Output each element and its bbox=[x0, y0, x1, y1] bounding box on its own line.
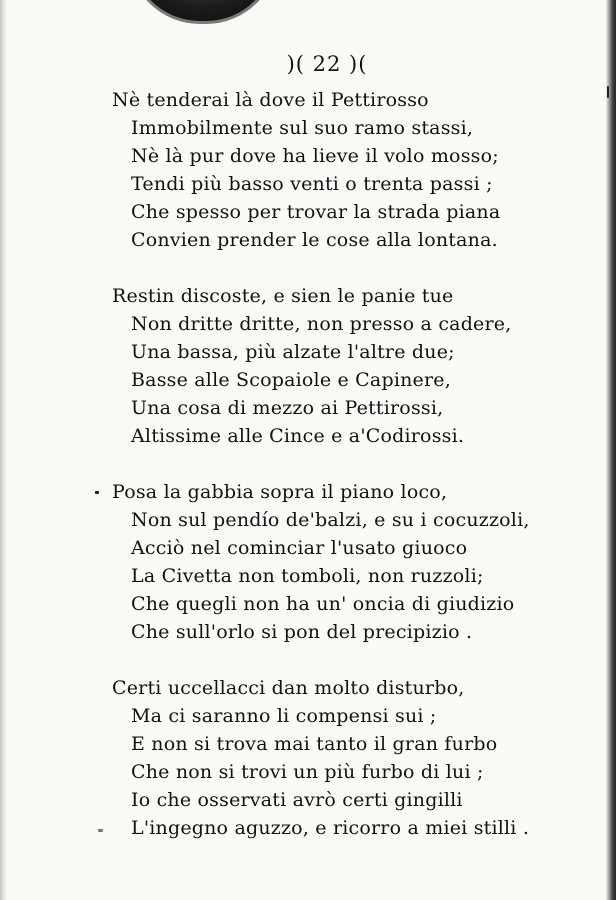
verse-line: Una bassa, più alzate l'altre due; bbox=[131, 341, 455, 363]
verse-line: Nè tenderai là dove il Pettirosso bbox=[112, 89, 429, 111]
verse-line: Che sull'orlo si pon del precipizio . bbox=[131, 621, 473, 643]
seal-stamp bbox=[128, 0, 278, 24]
verse-line: Che quegli non ha un' oncia di giudizio bbox=[131, 593, 515, 615]
verse-line: Altissime alle Cince e a'Codirossi. bbox=[131, 425, 465, 447]
verse-line: L'ingegno aguzzo, e ricorro a miei stilli . bbox=[131, 817, 530, 839]
page-edge-right bbox=[606, 0, 616, 900]
verse-line: Convien prender le cose alla lontana. bbox=[131, 229, 498, 251]
verse-line: E non si trova mai tanto il gran furbo bbox=[131, 733, 498, 755]
verse-line: La Civetta non tomboli, non ruzzoli; bbox=[131, 565, 484, 587]
verse-line: Certi uccellacci dan molto disturbo, bbox=[112, 677, 465, 699]
verse-line: Nè là pur dove ha lieve il volo mosso; bbox=[131, 145, 499, 167]
verse-line: Io che osservati avrò certi gingilli bbox=[131, 789, 463, 811]
margin-mark bbox=[98, 829, 103, 832]
verse-line: Una cosa di mezzo ai Pettirossi, bbox=[131, 397, 444, 419]
verse-line: Immobilmente sul suo ramo stassi, bbox=[131, 117, 474, 139]
verse-line: Ma ci saranno li compensi sui ; bbox=[131, 705, 437, 727]
margin-mark bbox=[607, 86, 609, 98]
verse-line: Che non si trovi un più furbo di lui ; bbox=[131, 761, 484, 783]
page-edge-left bbox=[0, 0, 6, 900]
verse-line: Posa la gabbia sopra il piano loco, bbox=[112, 481, 448, 503]
verse-line: Non dritte dritte, non presso a cadere, bbox=[131, 313, 512, 335]
verse-line: Restin discoste, e sien le panie tue bbox=[112, 285, 454, 307]
verse-line: Acciò nel cominciar l'usato giuoco bbox=[131, 537, 468, 559]
verse-line: Tendi più basso venti o trenta passi ; bbox=[131, 173, 493, 195]
verse-line: Non sul pendío de'balzi, e su i cocuzzoli, bbox=[131, 509, 530, 531]
page-number: )( 22 )( bbox=[286, 52, 368, 76]
margin-mark bbox=[95, 491, 99, 494]
verse-line: Basse alle Scopaiole e Capinere, bbox=[131, 369, 451, 391]
verse-line: Che spesso per trovar la strada piana bbox=[131, 201, 501, 223]
